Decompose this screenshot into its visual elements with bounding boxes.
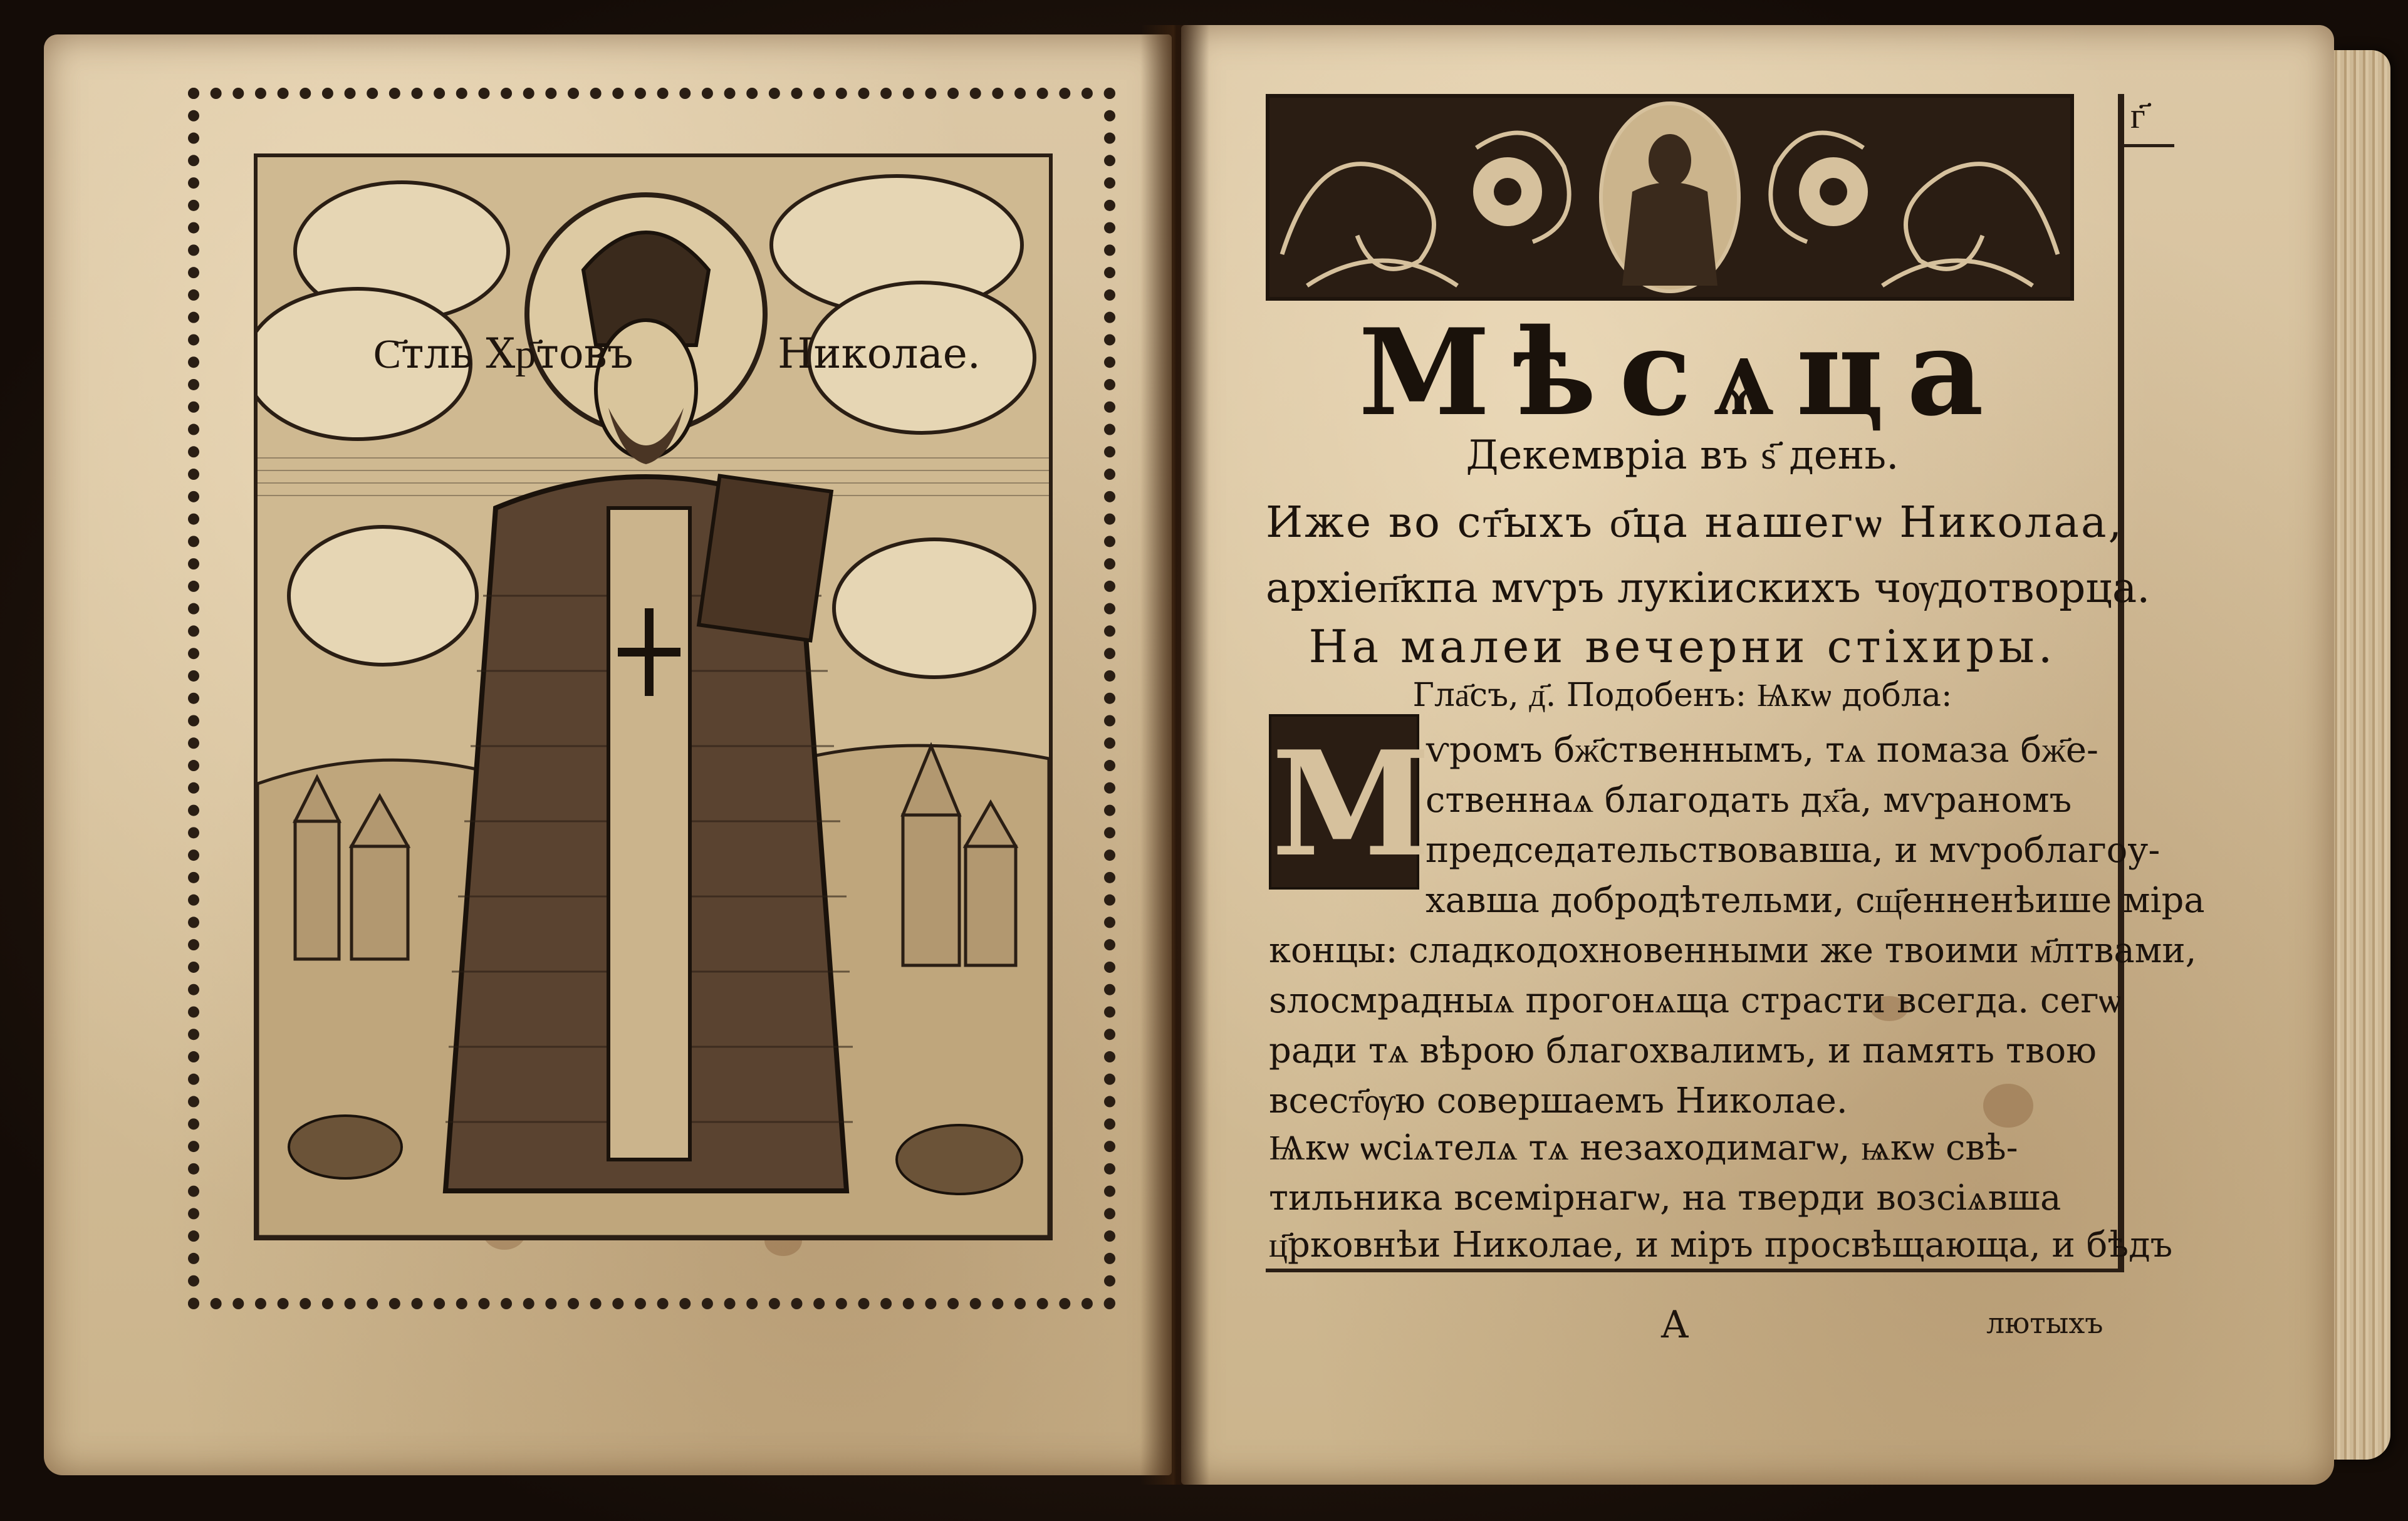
body-line: Ѩкѡ ѡсіѧтелѧ тѧ незаходимагѡ, ѩкѡ свѣ- — [1269, 1128, 2018, 1168]
woodcut-caption-right: Николае. — [778, 330, 981, 378]
heading-line-2: архіеп҃кпа мѵръ лукіискихъ чѹдотворца. — [1266, 564, 2150, 612]
bottom-rule — [1266, 1269, 2124, 1272]
book-fore-edge — [2331, 50, 2390, 1460]
signature-mark: А — [1660, 1303, 1689, 1347]
drop-cap-letter: М — [1271, 720, 1431, 889]
body-line: тильника всемірнагѡ, на тверди возсіѧвша — [1269, 1178, 2061, 1218]
body-line: ц҃рковнѣи Николае, и міръ просвѣщающа, и бѣдъ — [1269, 1225, 2173, 1265]
stain — [1983, 1084, 2033, 1128]
body-line: ради тѧ вѣрою благохвалимъ, и память твою — [1269, 1030, 2097, 1071]
body-line: хавша добродѣтельми, сщ҃енненѣише міра — [1426, 880, 2205, 921]
drop-cap — [1269, 714, 1431, 890]
page-title: Мѣсѧца — [1358, 303, 2007, 442]
body-line: ѕлосмрадныѧ прогонѧща страсти всегда. сегѡ — [1269, 980, 2122, 1021]
margin-rule — [2118, 94, 2124, 1272]
book-gutter — [1140, 25, 1209, 1485]
catchword: лютыхъ — [1986, 1306, 2103, 1340]
date-line: Декемвріа въ ѕ҃ день. — [1466, 432, 1899, 479]
body-line: председательствовавша, и мѵроблагоу- — [1426, 830, 2160, 871]
body-line: всест҃ѹю совершаемъ Николае. — [1269, 1081, 1848, 1121]
glas-line: Гла҃съ, д҃. Подобенъ: Ѩкѡ добла: — [1412, 677, 1952, 714]
woodcut-illustration — [258, 157, 1049, 1237]
margin-rule-top — [2124, 144, 2174, 147]
woodcut-caption-left: С҃тль Хр҃товъ — [373, 330, 633, 378]
ornamental-headpiece — [1266, 94, 2074, 301]
folio-number: г҃ — [2130, 94, 2145, 137]
body-line: ственнаѧ благодать дх҃а, мѵраномъ — [1426, 780, 2072, 821]
saint-nicholas-woodcut — [254, 153, 1053, 1240]
body-line: ѵромъ бж҃ственнымъ, тѧ помаза бж҃е- — [1426, 730, 2098, 771]
heading-line-1: Иже во ст҃ыхъ о҃ца нашегѡ Николаа, — [1266, 498, 2124, 548]
heading-line-3: На малеи вечерни стіхиры. — [1308, 620, 2056, 673]
body-line: концы: сладкодохновенными же твоими м҃лтвами, — [1269, 930, 2197, 971]
headpiece-ornament — [1269, 98, 2070, 297]
